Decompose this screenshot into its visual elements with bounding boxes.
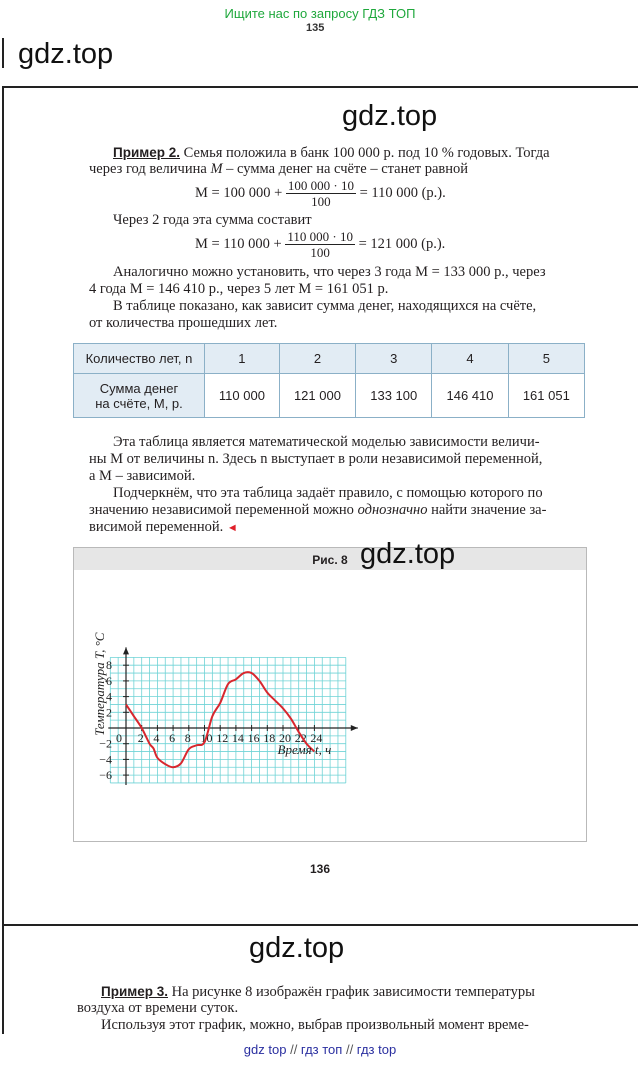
table-cell: 110 000 [205,374,280,418]
end-of-example-marker: ◄ [226,522,238,534]
watermark: gdz.top [249,932,345,964]
table-cell: 4 [432,344,508,374]
watermark: gdz.top [342,100,438,132]
y-tick-label: 6 [106,673,112,688]
page-divider [2,86,638,88]
example3-line2: воздуха от времени суток. [77,1000,239,1016]
example2-line6: В таблице показано, как зависит сумма денег, находящихся на счёте, [113,298,537,314]
example2-line7: от количества прошедших лет. [89,315,278,331]
figure-title: Рис. 8 [312,553,348,567]
x-tick-label: 4 [153,731,160,745]
text-line: а M – зависимой. [89,468,196,484]
y-axis-label: Температура T, °C [92,632,107,736]
x-tick-label: 12 [216,731,229,745]
table-header-sum: Сумма денег на счёте, M, р. [74,374,205,418]
formula-2: M = 110 000 + $\frac{110 000 \cdot 10}{100}$ = 121 000 (р.). [195,229,446,260]
text-line: висимой переменной. ◄ [89,519,238,535]
table-cell: 3 [356,344,432,374]
text-line: значению независимой переменной можно однозначно найти значение за- [89,502,547,518]
x-axis-arrow [351,725,358,731]
page-border-left [2,38,4,68]
previous-page-number: 135 [306,22,325,34]
table-cell: 5 [508,344,584,374]
y-tick-label: 8 [106,658,112,673]
x-tick-label: 2 [137,731,144,745]
y-tick-label: −2 [99,736,112,751]
x-tick-label: 16 [247,731,260,745]
x-tick-label: 6 [169,731,176,745]
table-cell: 161 051 [508,374,584,418]
y-tick-label: 4 [106,689,112,704]
example2-line5: 4 года M = 146 410 р., через 5 лет M = 161 051 р. [89,281,389,297]
example2-line3: Через 2 года эта сумма составит [113,212,312,228]
text-line: ны M от величины n. Здесь n выступает в роли независимой переменной, [89,451,543,467]
x-tick-label: 22 [294,731,307,745]
y-tick-label: −4 [99,752,112,767]
bottom-links: gdz top // гдз топ // гдз top [243,1042,397,1057]
x-tick-label: 20 [279,731,291,745]
formula-1: M = 100 000 + $\frac{100 000 \cdot 10}{100}$ = 110 000 (р.). [195,178,446,209]
watermark: gdz.top [18,38,114,70]
watermark: gdz.top [360,538,456,570]
example3-line3: Используя этот график, можно, выбрав произвольный момент време- [101,1017,529,1033]
text-line: Эта таблица является математической моделью зависимости величи- [113,434,540,450]
example2-line2: через год величина M – сумма денег на счёте – станет равной [89,161,469,177]
chart-axes [108,647,357,785]
page-divider [2,924,638,926]
example2-line1: Пример 2. Семья положила в банк 100 000 р. под 10 % годовых. Тогда [113,145,550,161]
origin-label: 0 [116,731,122,745]
link-gdz-top-ru[interactable]: гдз топ [300,1042,343,1057]
page-number: 136 [309,862,331,876]
y-axis-arrow [123,647,129,654]
table-cell: 146 410 [432,374,508,418]
y-tick-label: 2 [106,705,112,720]
example3-line1: Пример 3. На рисунке 8 изображён график зависимости температуры [101,984,535,1000]
temperature-chart [74,570,586,841]
page-border-left [2,924,4,1034]
table-header-years: Количество лет, n [74,344,205,374]
figure-8 [73,547,587,842]
link-gdz-top[interactable]: gdz top [243,1042,287,1057]
search-banner[interactable]: Ищите нас по запросу ГДЗ ТОП [224,6,416,21]
x-tick-label: 8 [184,731,191,745]
x-tick-label: 14 [231,731,244,745]
text-line: Подчеркнём, что эта таблица задаёт правило, с помощью которого по [113,485,543,501]
x-tick-label: 18 [263,731,276,745]
link-gdz-top-mixed[interactable]: гдз top [356,1042,397,1057]
x-tick-label: 24 [310,731,323,745]
example2-line4: Аналогично можно установить, что через 3 года M = 133 000 р., через [113,264,546,280]
table-cell: 1 [205,344,280,374]
chart-grid [110,657,345,783]
table-cell: 2 [279,344,355,374]
page-border-left [2,86,4,924]
y-tick-label: −6 [99,768,112,783]
money-table [73,343,585,418]
table-cell: 121 000 [279,374,355,418]
table-cell: 133 100 [356,374,432,418]
x-axis-label: Время t, ч [277,742,332,757]
x-tick-label: 10 [200,731,213,745]
